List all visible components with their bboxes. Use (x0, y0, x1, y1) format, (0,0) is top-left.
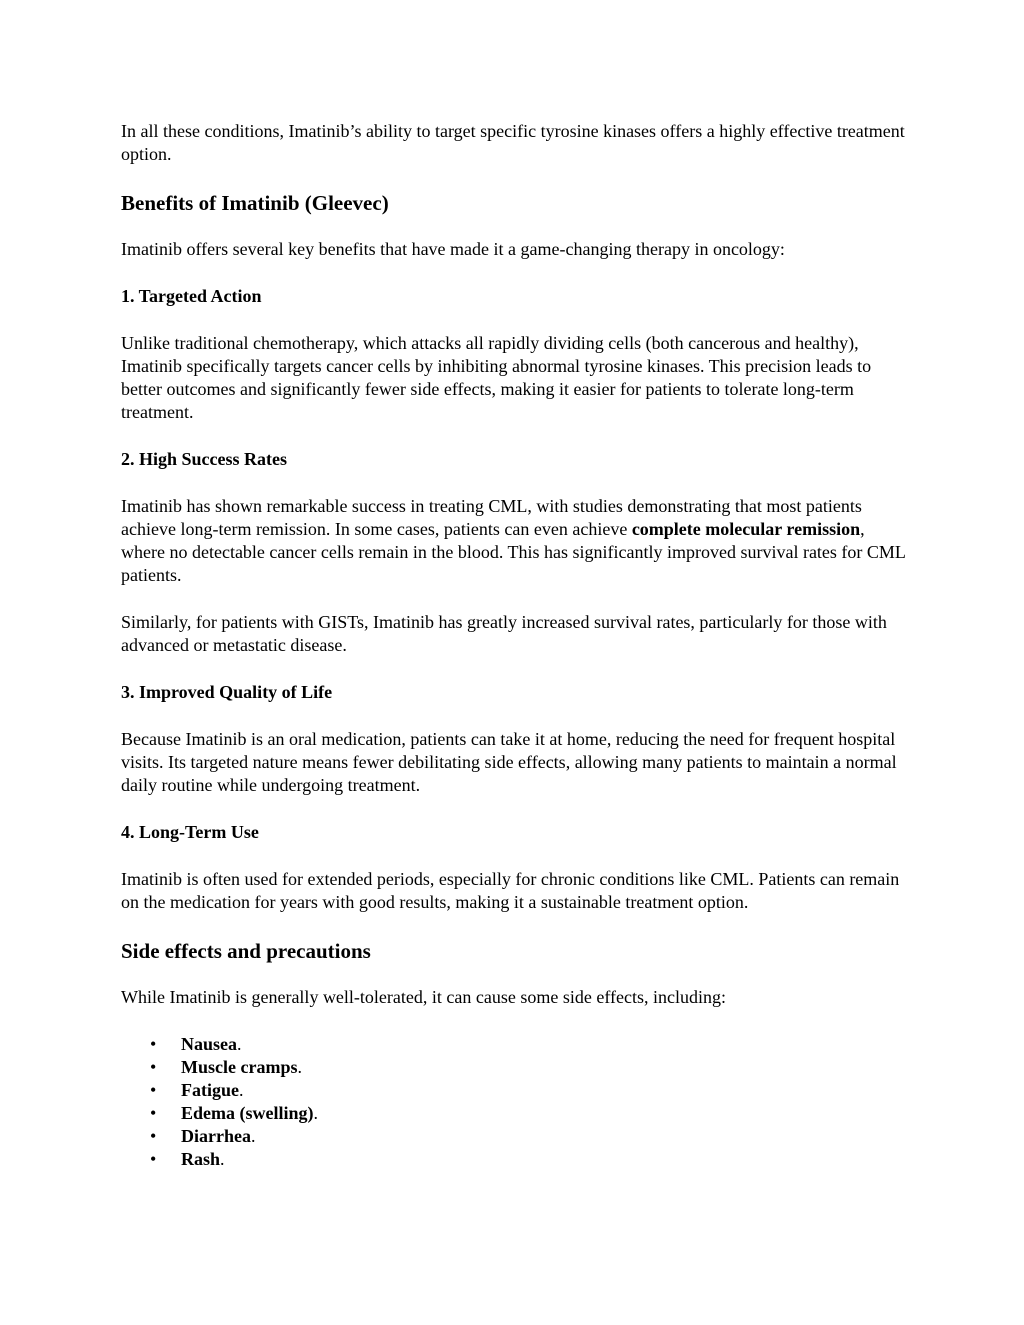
side-effects-heading: Side effects and precautions (121, 939, 371, 963)
gist-paragraph: Similarly, for patients with GISTs, Imatinib has greatly increased survival rates, particularly for those with advanced or metastatic disease. (121, 612, 887, 655)
bullet-icon: • (150, 1149, 157, 1169)
success-rates-paragraph (121, 495, 911, 587)
list-item (121, 1079, 911, 1102)
targeted-action-heading: 1. Targeted Action (121, 286, 262, 306)
side-effect-suffix: . (297, 1057, 302, 1077)
success-text-start: Imatinib has shown remarkable success in treating CML, with studies demonstrating that most patients achieve long-term remission. In some cases, patients can even achieve (121, 496, 862, 539)
side-effect-label: Rash (181, 1149, 221, 1169)
side-effect-suffix: . (250, 1126, 256, 1146)
side-effect-label: Nausea (181, 1034, 238, 1054)
side-effect-label: Edema (swelling) (181, 1103, 314, 1123)
quality-of-life-heading: 3. Improved Quality of Life (121, 682, 333, 702)
benefits-heading: Benefits of Imatinib (Gleevec) (121, 191, 389, 215)
long-term-use-paragraph: Imatinib is often used for extended periods, especially for chronic conditions like CML. Patients can remain on the medication for years with good results, making it a sustainable treatment option. (121, 869, 900, 912)
list-item (121, 1056, 911, 1079)
side-effect-label: Muscle cramps (181, 1057, 298, 1077)
targeted-action-paragraph: Unlike traditional chemotherapy, which attacks all rapidly dividing cells (both cancerous and healthy), Imatinib specifically targets cancer cells by inhibiting abnormal tyrosine kinases. This precision leads to better outcomes and significantly fewer side effects, making it easier for patients to tolerate long-term treatment. (121, 333, 872, 422)
side-effect-label: Diarrhea (181, 1126, 251, 1146)
side-effect-suffix: . (313, 1103, 318, 1123)
benefits-lead-paragraph: Imatinib offers several key benefits that have made it a game-changing therapy in oncology: (121, 239, 785, 259)
list-item (121, 1102, 911, 1125)
side-effects-list (121, 1033, 911, 1171)
success-text-end: , where no detectable cancer cells remain in the blood. This has significantly improved survival rates for CML patients. (121, 519, 906, 585)
side-effects-lead-paragraph: While Imatinib is generally well-tolerated, it can cause some side effects, including: (121, 987, 726, 1007)
document-page (121, 120, 911, 1171)
list-item (121, 1033, 911, 1056)
bullet-icon: • (150, 1057, 157, 1077)
quality-of-life-paragraph: Because Imatinib is an oral medication, patients can take it at home, reducing the need for frequent hospital visits. Its targeted nature means fewer debilitating side effects, allowing many patients to maintain a normal daily routine while undergoing treatment. (121, 729, 897, 795)
long-term-use-heading: 4. Long-Term Use (121, 822, 259, 842)
side-effect-label: Fatigue (181, 1080, 239, 1100)
success-rates-heading: 2. High Success Rates (121, 449, 287, 469)
side-effect-suffix: . (239, 1080, 244, 1100)
complete-molecular-remission-term: complete molecular remission (631, 519, 861, 539)
side-effect-suffix: . (220, 1149, 225, 1169)
list-item (121, 1148, 911, 1171)
bullet-icon: • (150, 1034, 157, 1054)
bullet-icon: • (150, 1126, 157, 1146)
bullet-icon: • (150, 1103, 157, 1123)
list-item (121, 1125, 911, 1148)
side-effect-suffix: . (237, 1034, 242, 1054)
bullet-icon: • (150, 1080, 157, 1100)
intro-paragraph: In all these conditions, Imatinib’s ability to target specific tyrosine kinases offers a highly effective treatment option. (121, 121, 905, 164)
